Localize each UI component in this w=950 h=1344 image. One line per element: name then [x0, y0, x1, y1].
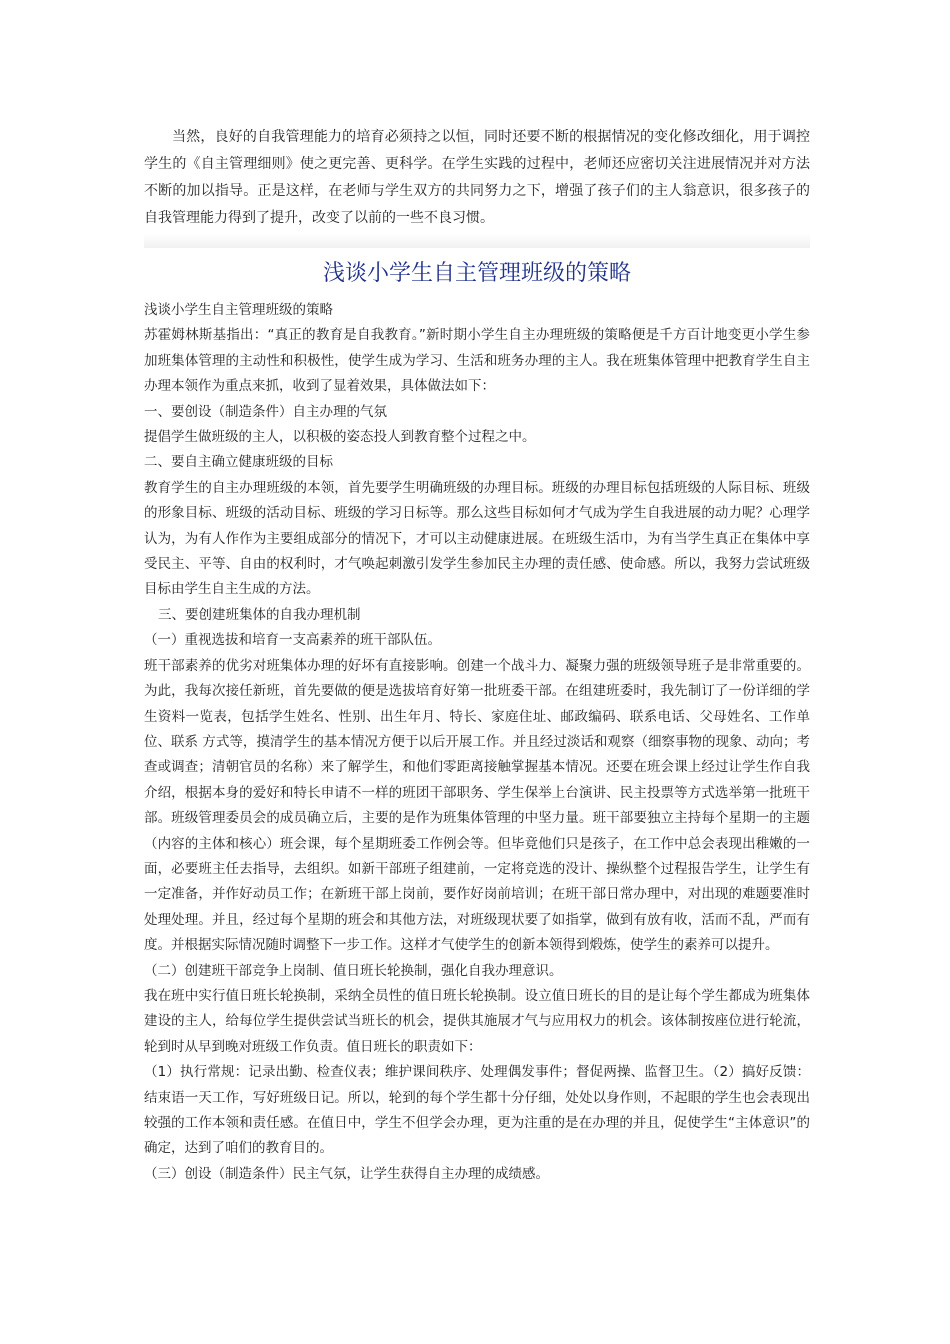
subsection-heading: （一）重视选拔和培育一支高素养的班干部队伍。: [144, 632, 441, 649]
intro-paragraph: 当然，良好的自我管理能力的培育必须持之以恒，同时还要不断的根据情况的变化修改细化，用于调控学生的《自主管理细则》使之更完善、更科学。在学生实践的过程中，老师还应密切关注进展情况并对方法不断的加以指导。正是这样，在老师与学生双方的共同努力之下，增强了孩子们的主人翁意识，很多孩子的自我管理能力得到了提升，改变了以前的一些不良习惯。: [144, 129, 810, 226]
section-divider: [144, 234, 810, 248]
body-paragraph: 提倡学生做班级的主人，以积极的姿态投人到教育整个过程之中。: [144, 429, 536, 446]
subsection-heading: （二）创建班干部竞争上岗制、值日班长轮换制，强化自我办理意识。: [144, 962, 563, 979]
article-body: [144, 298, 810, 1187]
body-paragraph: 教育学生的自主办理班级的本领，首先要学生明确班级的办理目标。班级的办理目标包括班级的人际目标、班级的形象目标、班级的活动目标、班级的学习日标等。那么这些目标如何才气成为学生自我进展的动力呢？心理学认为，为有人作作为主要组成部分的情况下，才可以主动健康进展。在班级生活巾，为有当学生真正在集体中享受民主、平等、自由的权利时，才气唤起刺激引发学生参加民主办理的责任感、使命感。所以，我努力尝试班级目标由学生自主生成的方法。: [144, 479, 810, 598]
section-heading: 一、要创设（制造条件）自主办理的气氛: [144, 403, 387, 420]
body-paragraph: 班干部素养的优劣对班集体办理的好坏有直接影响。创建一个战斗力、凝聚力强的班级领导班子是非常重要的。为此，我每次接任新班，首先要做的便是选拔培育好第一批班委干部。在组建班委时，我先制订了一份详细的学生资料一览表，包括学生姓名、性别、出生年月、特长、家庭住址、邮政编码、联系电话、父母姓名、工作单位、联系 方式等，摸清学生的基本情况方便于以后开展工作。并且经过淡话和观察（细察事物的现象、动向；考查或调查；清朝官员的名称）来了解学生，和他们零距离接触掌握基本情况。还要在班会课上经过让学生作自我介绍，根据本身的爱好和特长申请不一样的班团干部职务、学生保举上台演讲、民主投票等方式选举第一批班干部。班级管理委员会的成员确立后，主要的是作为班集体管理的中坚力量。班干部要独立主持每个星期一的主题（内容的主体和核心）班会课，每个星期班委工作例会等。但毕竟他们只是孩子，在工作中总会表现出稚嫩的一面，必要班主任去指导，去组织。如新干部班子组建前，一定将竞选的没计、操纵整个过程报告学生，让学生有一定准备，并作好动员工作；在新班干部上岗前，要作好岗前培训；在班干部日常办理中，对出现的难题要准时处理处理。并且，经过每个星期的班会和其他方法，对班级现状要了如指掌，做到有放有收，活而不乱，严而有度。并根据实际情况随时调整下一步工作。这样才气使学生的创新本领得到煅炼，使学生的素养可以提升。: [144, 657, 810, 954]
section-heading: 二、要自主确立健康班级的目标: [144, 454, 333, 471]
body-paragraph: 苏霍姆林斯基指出：“真正的教育是自我教育。”新时期小学生自主办理班级的策略便是千方百计地变更小学生参加班集体管理的主动性和积极性，使学生成为学习、生活和班务办理的主人。我在班集体管理中把教育学生自主办理本领作为重点来抓，收到了显着效果，具体做法如下：: [144, 327, 810, 395]
subtitle-line: 浅谈小学生自主管理班级的策略: [144, 302, 333, 318]
article-title: 浅谈小学生自主管理班级的策略: [322, 261, 631, 286]
subsection-heading: （三）创设（制造条件）民主气氛，让学生获得自主办理的成绩感。: [144, 1165, 549, 1182]
body-paragraph: 我在班中实行值日班长轮换制，采纳全员性的值日班长轮换制。设立值日班长的目的是让每个学生都成为班集体建设的主人，给每位学生提供尝试当班长的机会，提供其施展才气与应用权力的机会。该体制按座位进行轮流，轮到时从早到晚对班级工作负责。值日班长的职责如下：: [144, 987, 810, 1055]
section-heading: 三、要创建班集体的自我办理机制: [158, 606, 361, 623]
body-paragraph: （1）执行常规：记录出勤、检查仪表；维护课间秩序、处理偶发事件；督促两操、监督卫生。（2）搞好反馈：结束语一天工作，写好班级日记。所以，轮到的每个学生都十分仔细，处处以身作则，不起眼的学生也会表现出较强的工作本领和责任感。在值日中，学生不但学会办理，更为注重的是在办理的并且，促使学生“主体意识”的确定，达到了咱们的教育目的。: [144, 1064, 810, 1157]
